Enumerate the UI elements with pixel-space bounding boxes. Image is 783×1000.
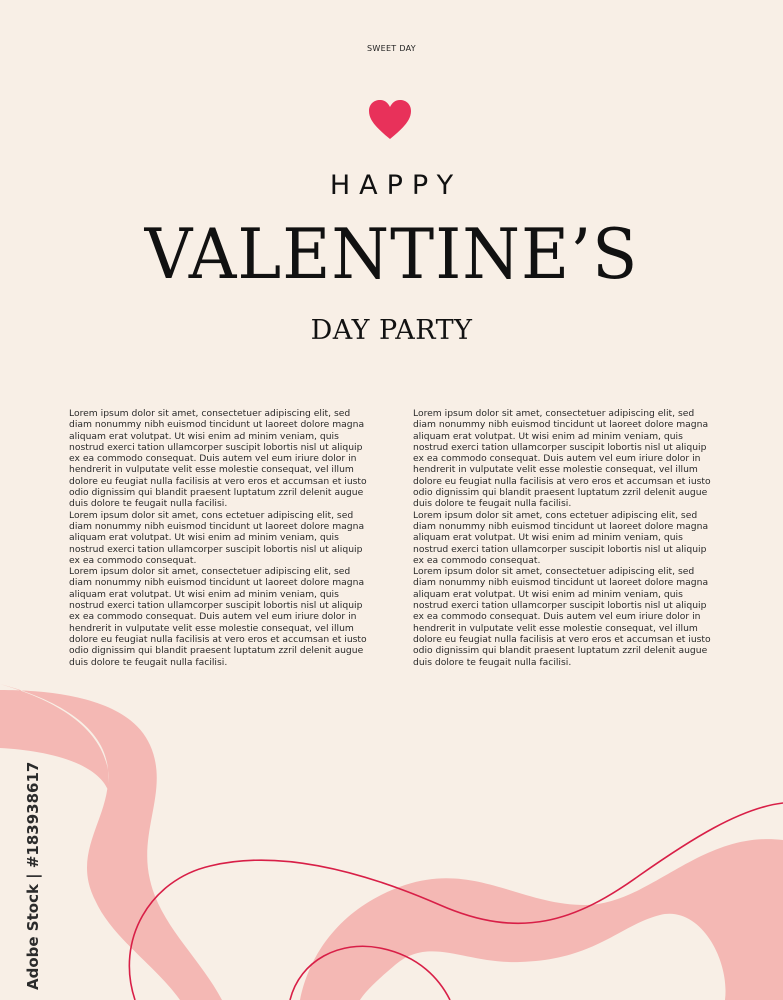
paragraph: Lorem ipsum dolor sit amet, cons ectetuer adipiscing elit, sed diam nonummy nibh euismod tincidunt ut laoreet dolore magna aliquam erat volutpat. Ut wisi enim ad minim veniam, quis nostrud exerci tation ullamcorper suscipit lobortis nisl ut aliquip ex ea commodo consequat. [413,509,709,566]
paragraph: Lorem ipsum dolor sit amet, consectetuer adipiscing elit, sed diam nonummy nibh euismod tincidunt ut laoreet dolore magna aliquam erat volutpat. Ut wisi enim ad minim veniam, quis nostrud exerci tation ullamcorper suscipit lobortis nisl ut aliquip ex ea commodo consequat. Duis autem vel eum iriure dolor in hendrerit in vulputate velit esse molestie consequat, vel illum dolore eu feugiat nulla facilisis at vero eros et accumsan et iusto odio dignissim qui blandit praesent luptatum zzril delenit augue duis dolore te feugait nulla facilisi. [413,566,711,668]
paragraph: Lorem ipsum dolor sit amet, cons ectetuer adipiscing elit, sed diam nonummy nibh euismod tincidunt ut laoreet dolore magna aliquam erat volutpat. Ut wisi enim ad minim veniam, quis nostrud exerci tation ullamcorper suscipit lobortis nisl ut aliquip ex ea commodo consequat. [69,509,365,566]
stock-id-label: Adobe Stock | #183938617 [24,761,42,990]
paragraph: Lorem ipsum dolor sit amet, consectetuer adipiscing elit, sed diam nonummy nibh euismod tincidunt ut laoreet dolore magna aliquam erat volutpat. Ut wisi enim ad minim veniam, quis nostrud exerci tation ullamcorper suscipit lobortis nisl ut aliquip ex ea commodo consequat. Duis autem vel eum iriure dolor in hendrerit in vulputate velit esse molestie consequat, vel illum dolore eu feugiat nulla facilisis at vero eros et accumsan et iusto odio dignissim qui blandit praesent luptatum zzril delenit augue duis dolore te feugait nulla facilisi. [69,566,367,668]
title-day-party: DAY PARTY [310,315,473,346]
title-happy: HAPPY [329,170,463,201]
paragraph: Lorem ipsum dolor sit amet, consectetuer adipiscing elit, sed diam nonummy nibh euismod tincidunt ut laoreet dolore magna aliquam erat volutpat. Ut wisi enim ad minim veniam, quis nostrud exerci tation ullamcorper suscipit lobortis nisl ut aliquip ex ea commodo consequat. Duis autem vel eum iriure dolor in hendrerit in vulputate velit esse molestie consequat, vel illum dolore eu feugiat nulla facilisis at vero eros et accumsan et iusto odio dignissim qui blandit praesent luptatum zzril delenit augue duis dolore te feugait nulla facilisi. [413,408,711,510]
bottom-pink-ribbon [300,839,783,1000]
heart-icon [368,99,412,141]
brand-label: SWEET DAY [367,44,416,53]
paragraph: Lorem ipsum dolor sit amet, consectetuer adipiscing elit, sed diam nonummy nibh euismod tincidunt ut laoreet dolore magna aliquam erat volutpat. Ut wisi enim ad minim veniam, quis nostrud exerci tation ullamcorper suscipit lobortis nisl ut aliquip ex ea commodo consequat. Duis autem vel eum iriure dolor in hendrerit in vulputate velit esse molestie consequat, vel illum dolore eu feugiat nulla facilisis at vero eros et accumsan et iusto odio dignissim qui blandit praesent luptatum zzril delenit augue duis dolore te feugait nulla facilisi. [69,408,367,510]
text-column-left [69,408,374,668]
text-column-right [413,408,718,668]
stock-watermark [8,755,42,995]
title-valentines: VALENTINE’S [144,214,639,295]
